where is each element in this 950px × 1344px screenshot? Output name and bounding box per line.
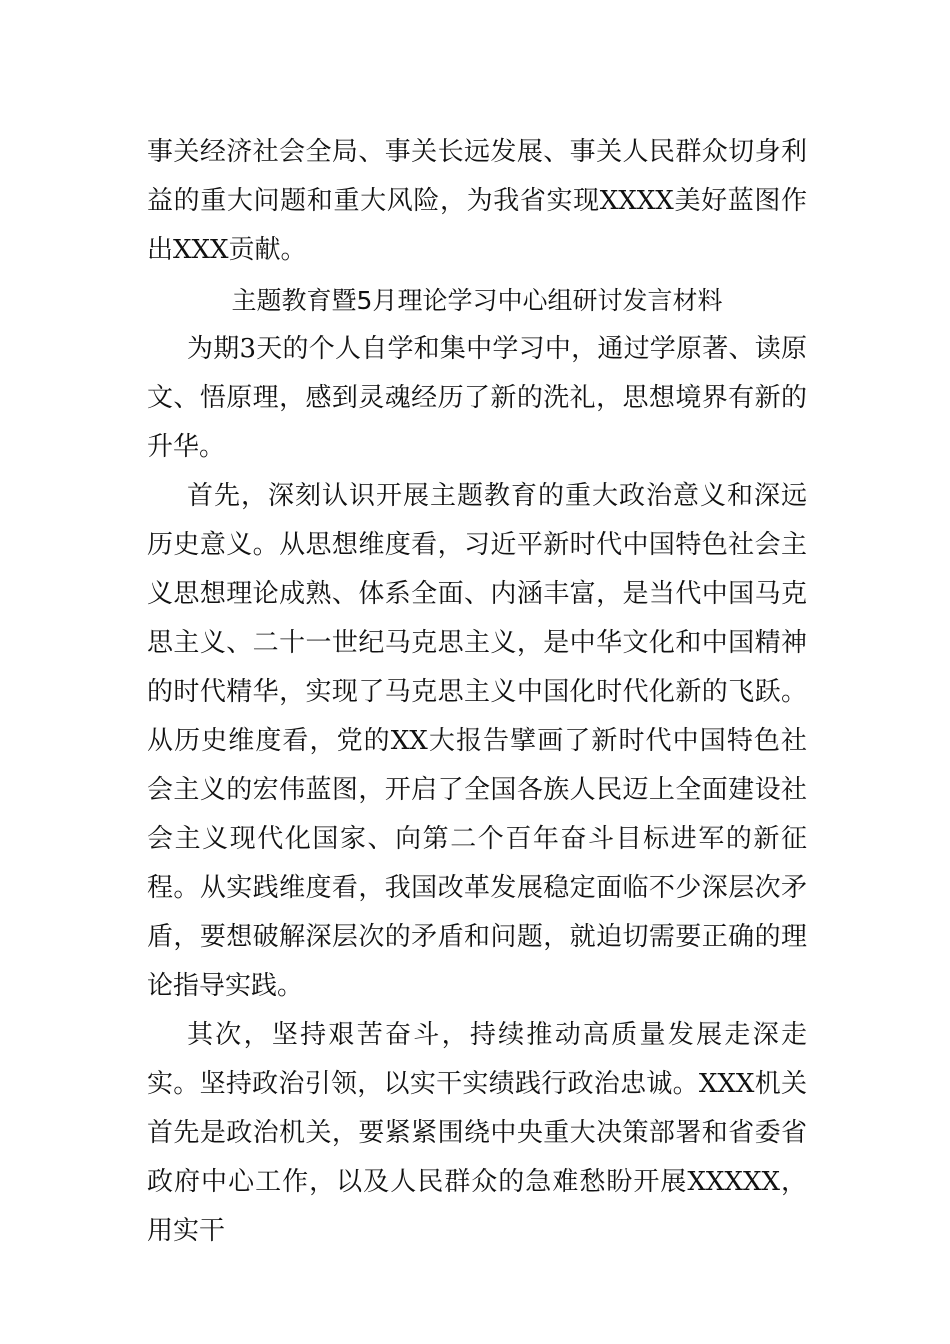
body-block (147, 325, 807, 1256)
body-paragraph-2: 首先，深刻认识开展主题教育的重大政治意义和深远历史意义。从思想维度看，习近平新时代中国特色社会主义思想理论成熟、体系全面、内涵丰富，是当代中国马克思主义、二十一世纪马克思主义，是中华文化和中国精神的时代精华，实现了马克思主义中国化时代化新的飞跃。从历史维度看，党的XX大报告擘画了新时代中国特色社会主义的宏伟蓝图，开启了全国各族人民迈上全面建设社会主义现代化国家、向第二个百年奋斗目标进军的新征程。从实践维度看，我国改革发展稳定面临不少深层次矛盾，要想破解深层次的矛盾和问题，就迫切需要正确的理论指导实践。 (147, 481, 807, 1001)
continuation-block (147, 128, 807, 275)
body-paragraph-3: 其次，坚持艰苦奋斗，持续推动高质量发展走深走实。坚持政治引领，以实干实绩践行政治忠诚。XXX机关首先是政治机关，要紧紧围绕中央重大决策部署和省委省政府中心工作，以及人民群众的急难愁盼开展XXXXX，用实干 (147, 1020, 807, 1246)
document-heading: 主题教育暨5月理论学习中心组研讨发言材料 (231, 286, 723, 315)
continuation-paragraph: 事关经济社会全局、事关长远发展、事关人民群众切身利益的重大问题和重大风险，为我省实现XXXX美好蓝图作出XXX贡献。 (147, 137, 807, 265)
body-paragraph-1: 为期3天的个人自学和集中学习中，通过学原著、读原文、悟原理，感到灵魂经历了新的洗礼，思想境界有新的升华。 (147, 334, 807, 462)
